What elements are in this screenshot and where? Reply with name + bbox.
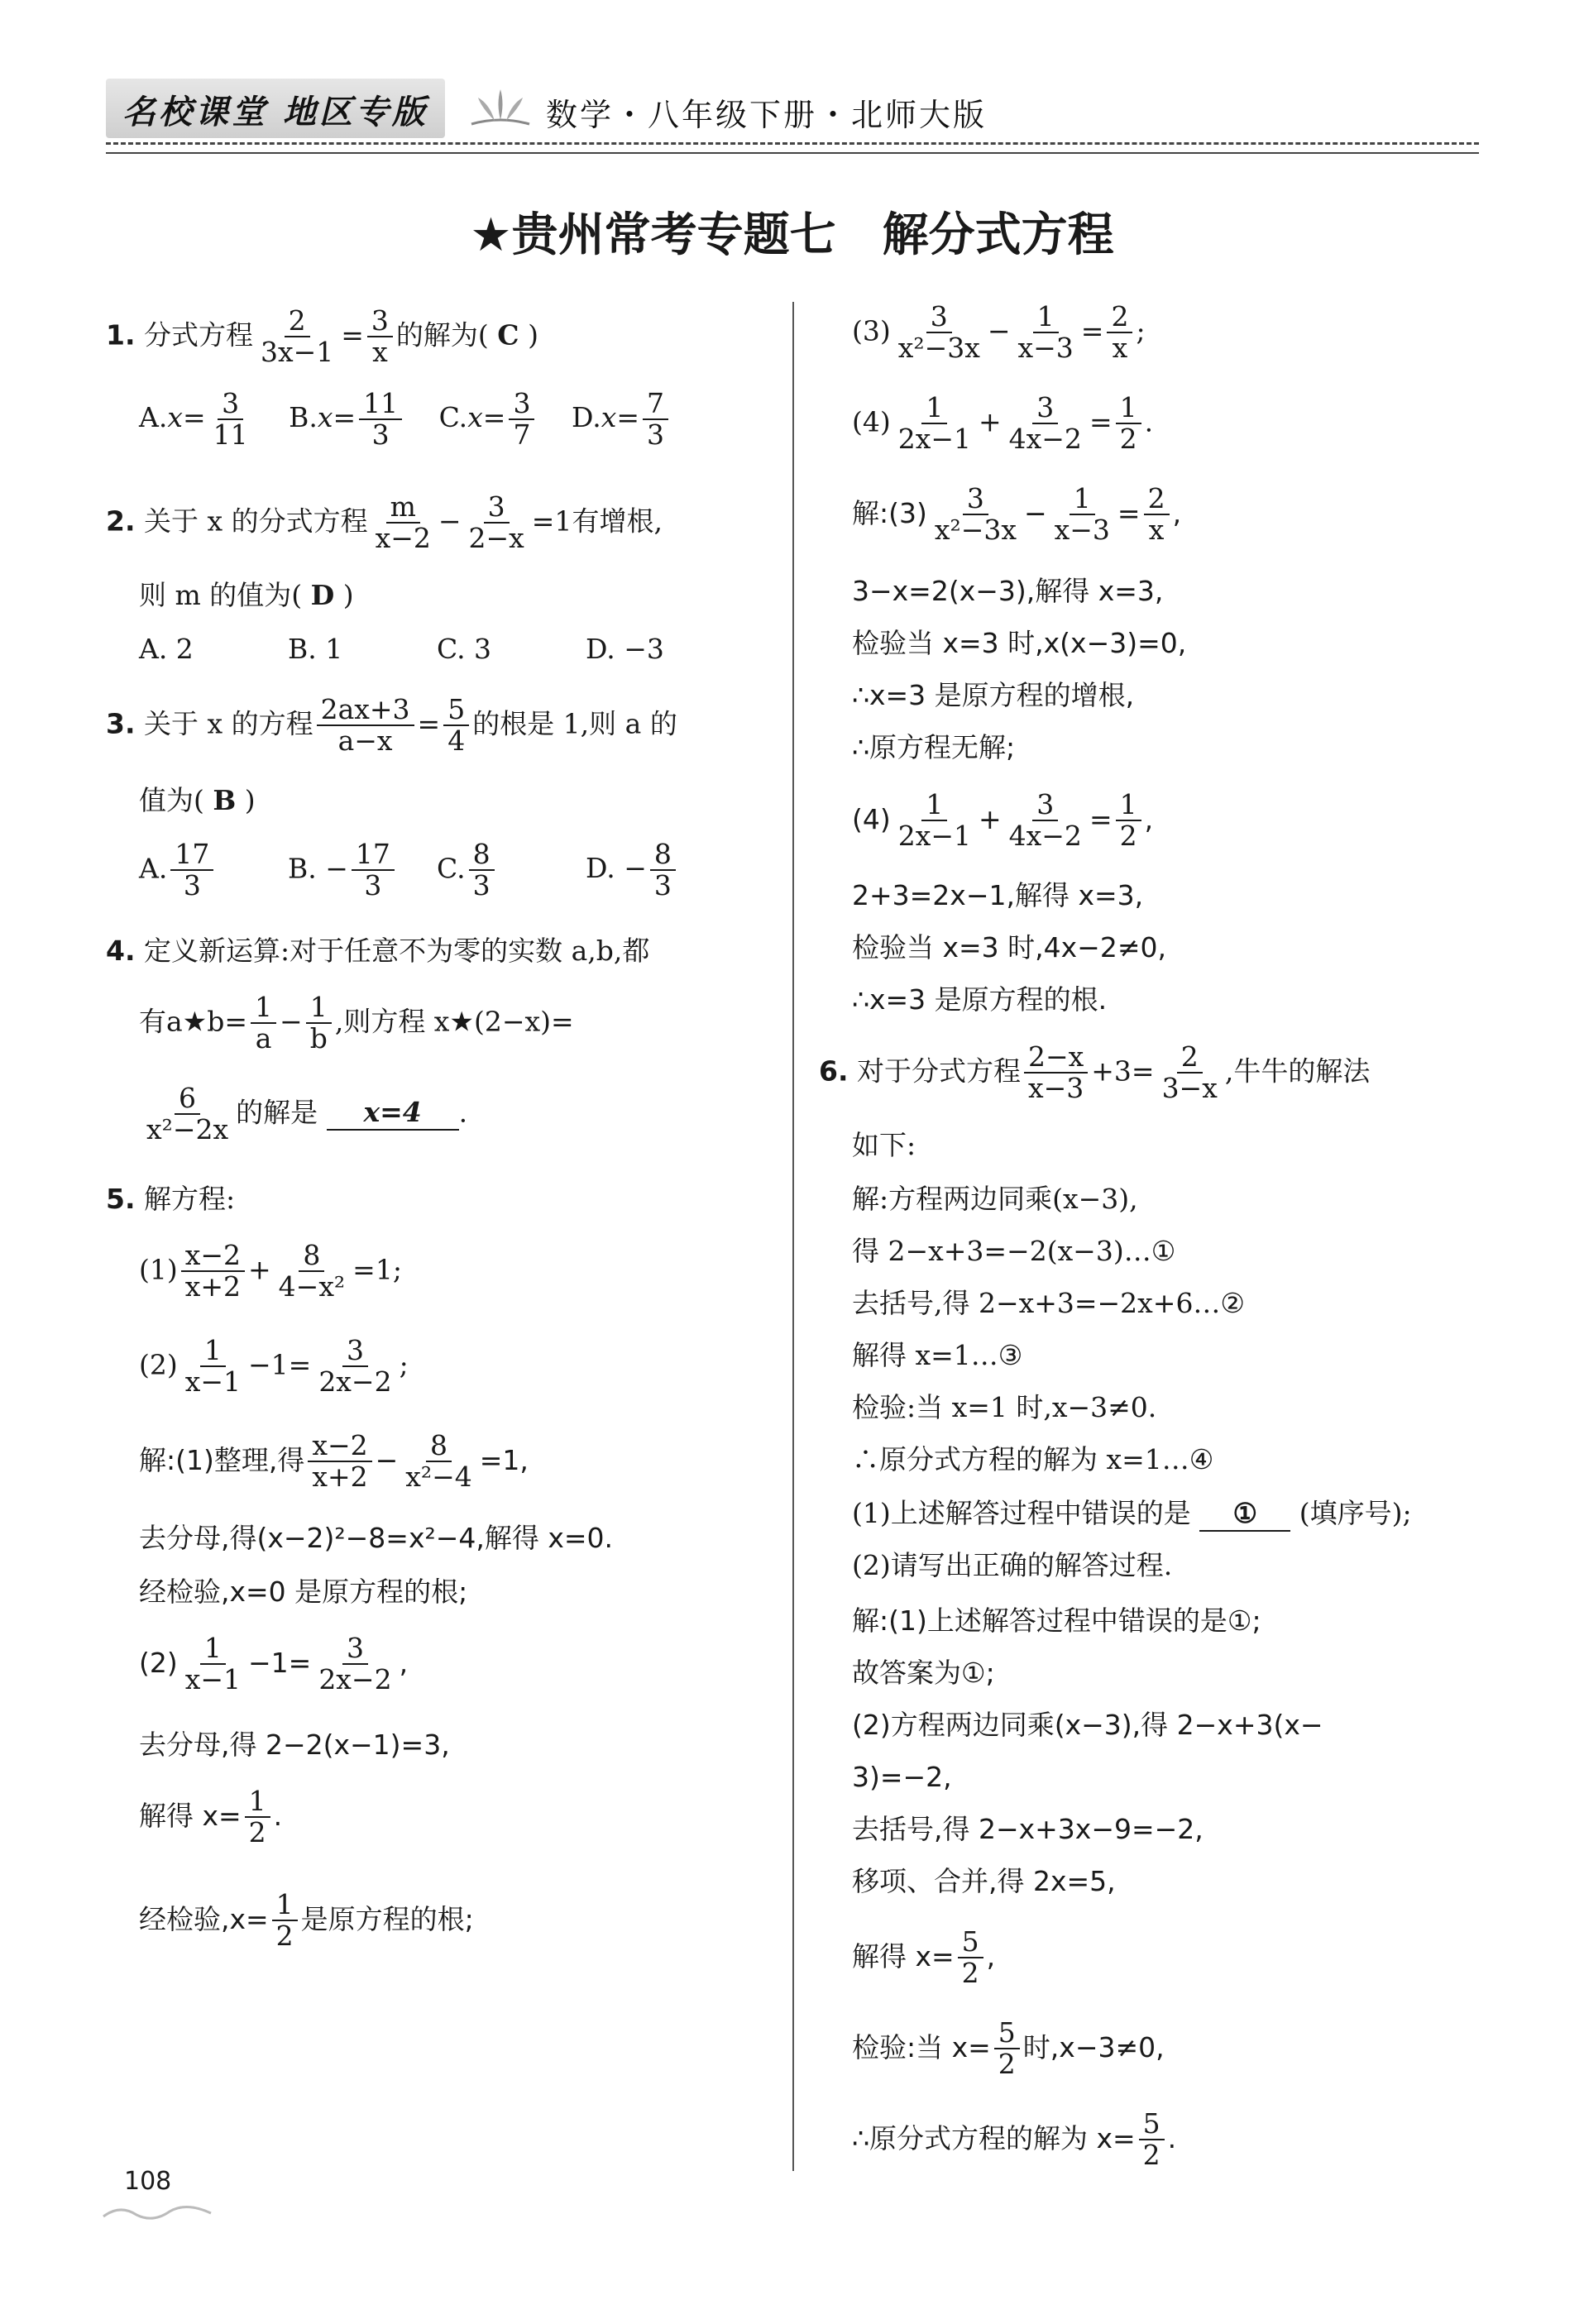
option-a: A.x= $\frac{3}{11}$ xyxy=(139,387,248,452)
q6-solve: 解得 x= $\frac{5}{2}$ , xyxy=(852,1925,996,1990)
series-brand: 名校课堂 地区专版 xyxy=(122,93,428,132)
q6-sol-line: 移项、合并,得 2x=5, xyxy=(852,1865,1116,1897)
q5-sol-line: 去分母,得(x−2)²−8=x²−4,解得 x=0. xyxy=(139,1522,613,1554)
q6-part2: (2)请写出正确的解答过程. xyxy=(852,1549,1173,1581)
q3-options: A. $\frac{17}{3}$ B. − $\frac{17}{3}$ C. $\frac{8}{3}$ D. − $\frac{8}{3}$ xyxy=(139,839,679,901)
q5-sol4-line: 2+3=2x−1,解得 x=3, xyxy=(852,879,1144,911)
q3-stem: 3. 关于 x 的方程 $\frac{2ax+3}{a-x}$ = $\frac{5}{4}$ 的根是 1,则 a 的 xyxy=(106,693,677,758)
q5-sol3-line: ∴x=3 是原方程的增根, xyxy=(852,679,1135,711)
q5-sol3-line: 3−x=2(x−3),解得 x=3, xyxy=(852,575,1164,607)
fraction: $\frac{3}{x}$ xyxy=(367,306,393,368)
q5-sol-line: 经检验,x=0 是原方程的根; xyxy=(139,1576,468,1608)
option-b: B.x= $\frac{11}{3}$ xyxy=(289,401,405,433)
q5-sol-line: 去分母,得 2−2(x−1)=3, xyxy=(139,1729,450,1761)
q5-sol2: (2) $\frac{1}{x-1}$ −1= $\frac{3}{2x-2}$ , xyxy=(139,1632,409,1696)
q1-options xyxy=(139,389,672,451)
q6-conclusion: ∴原分式方程的解为 x= $\frac{5}{2}$ . xyxy=(852,2107,1177,2172)
q6-sol-line: 3)=−2, xyxy=(852,1761,952,1793)
q6-line: 如下: xyxy=(852,1129,916,1161)
q6-sol-line: 解:(1)上述解答过程中错误的是①; xyxy=(852,1604,1261,1637)
q5-check: 经检验,x= $\frac{1}{2}$ 是原方程的根; xyxy=(139,1888,474,1953)
q6-sol-line: (2)方程两边同乘(x−3),得 2−x+3(x− xyxy=(852,1709,1323,1741)
q6-line: 去括号,得 2−x+3=−2x+6…② xyxy=(852,1287,1246,1319)
q6-line: 解得 x=1…③ xyxy=(852,1339,1023,1371)
q5-sol4: (4) $\frac{1}{2x-1}$ + $\frac{3}{4x-2}$ = $\frac{1}{2}$ , xyxy=(852,788,1154,853)
header-rule xyxy=(106,152,1479,154)
q6-sol-line: 去括号,得 2−x+3x−9=−2, xyxy=(852,1813,1204,1845)
q5-sol4-line: 检验当 x=3 时,4x−2≠0, xyxy=(852,931,1166,964)
q6-stem: 6. 对于分式方程 $\frac{2-x}{x-3}$ +3= $\frac{2}{3-x}$ ,牛牛的解法 xyxy=(819,1040,1371,1105)
q3-line2: 值为( B ) xyxy=(139,784,256,816)
q5-eq1: (1) $\frac{x-2}{x+2}$ + $\frac{8}{\text{4−x²}}$ =1; xyxy=(139,1239,402,1303)
header-dashed-rule xyxy=(106,142,1479,145)
q5-sol3-line: 检验当 x=3 时,x(x−3)=0, xyxy=(852,627,1187,659)
q1-stem: 1. 分式方程 $\frac{2}{3x-1}$ = $\frac{3}{x}$ 的解为( C ) xyxy=(106,304,538,369)
q3-answer: B xyxy=(213,784,237,816)
q5-eq2: (2) $\frac{1}{x-1}$ −1= $\frac{3}{2x-2}$ ; xyxy=(139,1334,409,1399)
q6-part1: (1)上述解答过程中错误的是 ① (填序号); xyxy=(852,1497,1412,1532)
q4-line1: 4. 定义新运算:对于任意不为零的实数 a,b,都 xyxy=(106,935,650,967)
q6-line: 解:方程两边同乘(x−3), xyxy=(852,1183,1138,1215)
q4-line2: 有a★b= $\frac{1}{a}$ − $\frac{1}{b}$ ,则方程 x★(2−x)= xyxy=(139,991,574,1055)
q6-line: ∴原分式方程的解为 x=1…④ xyxy=(852,1443,1214,1475)
fraction: $\frac{2}{3x-1}$ xyxy=(261,304,334,369)
sprig-decoration-icon xyxy=(463,83,538,132)
page-title: ★贵州常考专题七 解分式方程 xyxy=(470,208,1114,262)
q6-line: 检验:当 x=1 时,x−3≠0. xyxy=(852,1391,1157,1423)
q2-answer: D xyxy=(310,579,335,611)
q6-check: 检验:当 x= $\frac{5}{2}$ 时,x−3≠0, xyxy=(852,2016,1165,2081)
q2-options: A. 2 B. 1 C. 3 D. −3 xyxy=(139,633,664,665)
page-number: 108 xyxy=(124,2167,172,2196)
flourish-decoration-icon xyxy=(99,2200,215,2223)
q1-answer: C xyxy=(497,318,519,351)
q6-line: 得 2−x+3=−2(x−3)…① xyxy=(852,1235,1176,1267)
q5-sol3: 解:(3) $\frac{3}{\text{x²−3x}}$ − $\frac{1}{x-3}$ = $\frac{2}{x}$ , xyxy=(852,482,1182,547)
q5-stem: 5. 解方程: xyxy=(106,1183,236,1215)
q2-line2: 则 m 的值为( D ) xyxy=(139,579,354,611)
book-subject: 数学・八年级下册・北师大版 xyxy=(546,97,988,133)
q4-answer-blank: x=4 xyxy=(327,1096,459,1131)
column-divider xyxy=(792,302,794,2171)
q5-solve: 解得 x= $\frac{1}{2}$ . xyxy=(139,1785,283,1849)
q5-sol4-line: ∴x=3 是原方程的根. xyxy=(852,983,1108,1016)
q5-sol1: 解:(1)整理,得 $\frac{x-2}{x+2}$ − $\frac{8}{\text{x²−4}}$ =1, xyxy=(139,1429,529,1494)
option-d: D.x= $\frac{7}{3}$ xyxy=(572,401,672,433)
q6-answer-blank: ① xyxy=(1199,1497,1290,1532)
q5-eq3: (3) $\frac{3}{\text{x²−3x}}$ − $\frac{1}{x-3}$ = $\frac{2}{x}$ ; xyxy=(852,300,1146,365)
q2-stem: 2. 关于 x 的分式方程 $\frac{m}{x-2}$ − $\frac{3}{2-x}$ =1有增根, xyxy=(106,490,663,555)
option-c: C.x= $\frac{3}{7}$ xyxy=(439,401,538,433)
q4-line3: $\frac{6}{\text{x²−2x}}$ 的解是 x=4 . xyxy=(146,1082,468,1146)
q6-sol-line: 故答案为①; xyxy=(852,1657,995,1689)
q5-eq4: (4) $\frac{1}{2x-1}$ + $\frac{3}{4x-2}$ = $\frac{1}{2}$ . xyxy=(852,391,1154,456)
q5-sol3-line: ∴原方程无解; xyxy=(852,731,1016,763)
